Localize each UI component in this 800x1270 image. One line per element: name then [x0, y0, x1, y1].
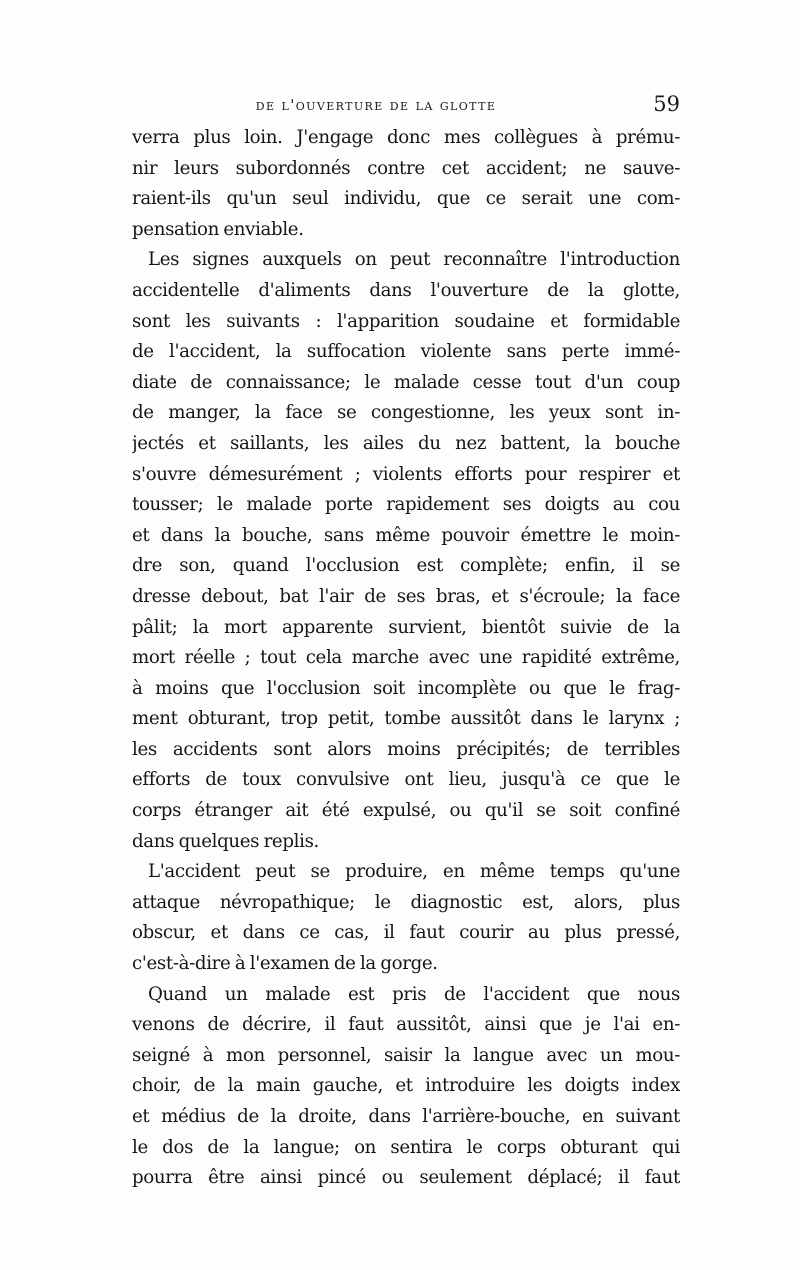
text-line: et dans la bouche, sans même pouvoir émettre le moin-	[132, 524, 680, 546]
text-line: raient-ils qu'un seul individu, que ce serait une com-	[132, 188, 680, 210]
paragraph	[132, 245, 680, 857]
text-line: ment obturant, trop petit, tombe aussitôt dans le larynx ;	[132, 708, 680, 730]
text-line: c'est-à-dire à l'examen de la gorge.	[132, 953, 438, 975]
paragraph	[132, 123, 680, 245]
text-line: dresse debout, bat l'air de ses bras, et s'écroule; la face	[132, 585, 680, 607]
text-line: pensation enviable.	[132, 218, 304, 240]
running-title: de l'ouverture de la glotte	[255, 96, 497, 114]
text-line: attaque névropathique; le diagnostic est, alors, plus	[132, 891, 680, 913]
paragraph	[132, 857, 680, 979]
text-line: sont les suivants : l'apparition soudaine et formidable	[132, 310, 680, 332]
text-line: de l'accident, la suffocation violente sans perte immé-	[132, 341, 680, 363]
text-line: Les signes auxquels on peut reconnaître l'introduction	[148, 249, 680, 271]
text-line: s'ouvre démesurément ; violents efforts pour respirer et	[132, 463, 680, 485]
text-line: corps étranger ait été expulsé, ou qu'il se soit confiné	[132, 800, 680, 822]
text-line: verra plus loin. J'engage donc mes collègues à prému-	[132, 127, 680, 148]
text-line: de manger, la face se congestionne, les yeux sont in-	[132, 402, 680, 424]
text-line: jectés et saillants, les ailes du nez battent, la bouche	[132, 432, 680, 454]
text-line: pourra être ainsi pincé ou seulement déplacé; il faut	[132, 1167, 680, 1189]
text-line: nir leurs subordonnés contre cet accident; ne sauve-	[132, 157, 680, 179]
text-line: le dos de la langue; on sentira le corps obturant qui	[132, 1136, 680, 1158]
text-line: tousser; le malade porte rapidement ses doigts au cou	[132, 494, 680, 516]
text-line: à moins que l'occlusion soit incomplète ou que le frag-	[132, 677, 680, 699]
text-line: seigné à mon personnel, saisir la langue avec un mou-	[132, 1044, 680, 1066]
body-text	[132, 123, 680, 1194]
text-line: mort réelle ; tout cela marche avec une rapidité extrême,	[132, 647, 680, 669]
running-head	[132, 92, 680, 122]
text-line: efforts de toux convulsive ont lieu, jusqu'à ce que le	[132, 769, 680, 791]
text-line: dans quelques replis.	[132, 830, 319, 852]
text-line: accidentelle d'aliments dans l'ouverture de la glotte,	[132, 279, 680, 301]
text-line: L'accident peut se produire, en même temps qu'une	[148, 861, 680, 883]
text-line: diate de connaissance; le malade cesse tout d'un coup	[132, 371, 680, 393]
paragraph	[132, 980, 680, 1194]
text-line: et médius de la droite, dans l'arrière-bouche, en suivant	[132, 1106, 680, 1127]
text-line: dre son, quand l'occlusion est complète; enfin, il se	[132, 555, 680, 577]
page-number: 59	[653, 92, 680, 116]
text-line: choir, de la main gauche, et introduire les doigts index	[132, 1075, 680, 1097]
text-line: obscur, et dans ce cas, il faut courir au plus pressé,	[132, 922, 680, 944]
text-line: venons de décrire, il faut aussitôt, ainsi que je l'ai en-	[132, 1014, 680, 1036]
text-line: Quand un malade est pris de l'accident que nous	[148, 983, 680, 1005]
text-line: les accidents sont alors moins précipités; de terribles	[132, 738, 680, 760]
text-line: pâlit; la mort apparente survient, bientôt suivie de la	[132, 616, 680, 638]
